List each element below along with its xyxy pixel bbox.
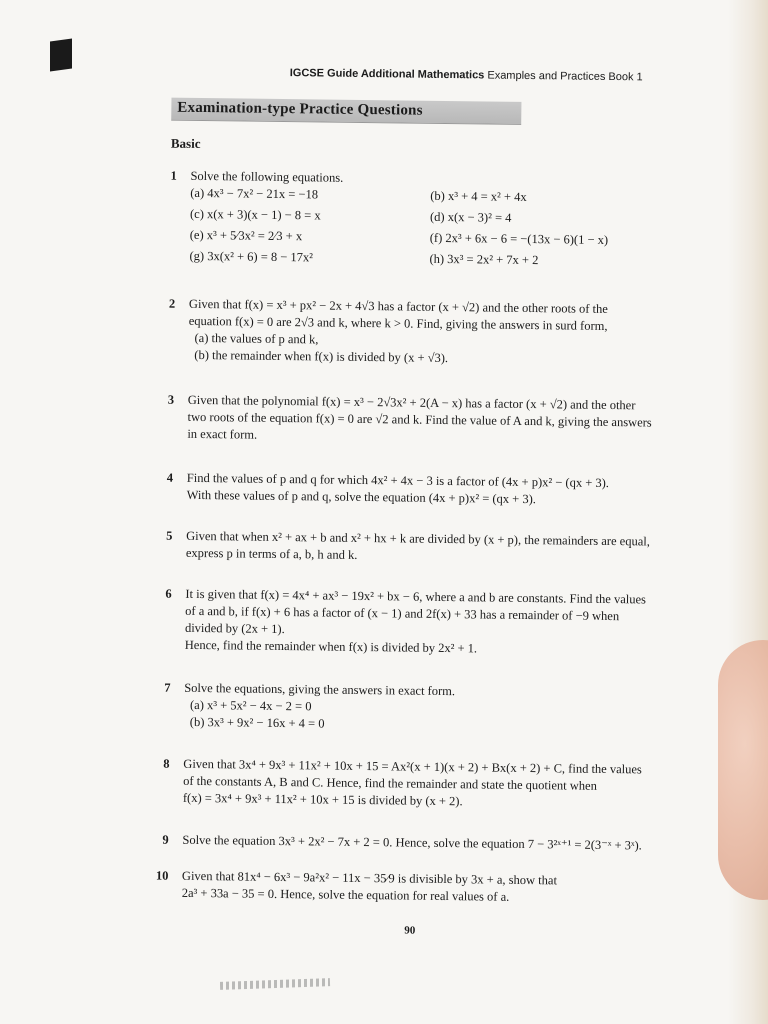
part-d: (d) x(x − 3)² = 4 bbox=[429, 209, 512, 225]
header-book-title: Examples and Practices Book 1 bbox=[484, 69, 643, 84]
question-10 bbox=[156, 868, 557, 907]
part-c: (c) x(x + 3)(x − 1) − 8 = x bbox=[189, 206, 321, 223]
question-subpart: (a) x³ + 5x² − 4x − 2 = 0 bbox=[189, 697, 312, 714]
question-subpart: (a) the values of p and k, bbox=[194, 330, 319, 347]
question-line: Solve the equations, giving the answers in exact form. bbox=[184, 680, 456, 699]
question-8 bbox=[163, 756, 642, 813]
question-number: 1 bbox=[170, 168, 177, 183]
question-line: Given that 3x⁴ + 9x³ + 11x² + 10x + 15 = Ax²(x + 1)(x + 2) + Bx(x + 2) + C, find the values bbox=[183, 756, 642, 777]
page-corner-shadow bbox=[50, 38, 72, 71]
question-line: Given that the polynomial f(x) = x³ − 2√3x² + 2(A − x) has a factor (x + √2) and the other bbox=[187, 392, 636, 413]
question-7 bbox=[164, 680, 455, 735]
question-5 bbox=[166, 528, 650, 568]
question-line: express p in terms of a, b, h and k. bbox=[185, 545, 358, 562]
running-header bbox=[290, 67, 690, 84]
question-line: 2a³ + 33a − 35 = 0. Hence, solve the equation for real values of a. bbox=[181, 885, 510, 904]
header-book-series: IGCSE Guide Additional Mathematics bbox=[289, 67, 485, 82]
question-2 bbox=[168, 296, 608, 369]
question-line: Given that when x² + ax + b and x² + hx + k are divided by (x + p), the remainders are equal, bbox=[186, 528, 650, 549]
question-number: 4 bbox=[166, 470, 174, 485]
question-number: 3 bbox=[167, 392, 175, 407]
part-g: (g) 3x(x² + 6) = 8 − 17x² bbox=[189, 248, 314, 265]
question-line: f(x) = 3x⁴ + 9x³ + 11x² + 10x + 15 is divided by (x + 2). bbox=[182, 790, 463, 809]
question-6 bbox=[165, 586, 646, 660]
question-9 bbox=[162, 832, 642, 855]
bottom-scribble bbox=[220, 978, 330, 990]
finger-shadow bbox=[718, 640, 768, 900]
question-4 bbox=[167, 470, 610, 509]
page-number: 90 bbox=[404, 924, 416, 937]
section-banner bbox=[171, 98, 521, 125]
question-line: of the constants A, B and C. Hence, find the remainder and state the quotient when bbox=[183, 773, 597, 793]
question-line: Solve the equation 3x³ + 2x² − 7x + 2 = 0. Hence, solve the equation 7 − 3²ˣ⁺¹ = 2(3⁻ˣ + 3ˣ). bbox=[182, 832, 642, 853]
question-line: Find the values of p and q for which 4x² + 4x − 3 is a factor of (4x + p)x² − (qx + 3). bbox=[186, 470, 610, 491]
question-line: With these values of p and q, solve the equation (4x + p)x² = (qx + 3). bbox=[186, 487, 537, 507]
difficulty-level: Basic bbox=[170, 135, 201, 151]
question-number: 8 bbox=[163, 756, 170, 771]
part-e: (e) x³ + 5⁄3x² = 2⁄3 + x bbox=[189, 227, 303, 244]
question-parts bbox=[189, 185, 710, 275]
question-line: of a and b, if f(x) + 6 has a factor of (x − 1) and 2f(x) + 33 has a remainder of −9 when bbox=[185, 603, 620, 624]
question-line: divided by (2x + 1). bbox=[184, 620, 285, 637]
question-line: Given that f(x) = x³ + px² − 2x + 4√3 has a factor (x + √2) and the other roots of the bbox=[188, 296, 608, 316]
part-h: (h) 3x³ = 2x² + 7x + 2 bbox=[429, 251, 539, 268]
question-line: Given that 81x⁴ − 6x³ − 9a²x² − 11x − 35⁄9 is divisible by 3x + a, show that bbox=[181, 868, 558, 888]
question-subpart: (b) the remainder when f(x) is divided by (x + √3). bbox=[194, 347, 449, 366]
question-3 bbox=[167, 392, 652, 449]
question-number: 2 bbox=[168, 296, 176, 311]
question-line: Hence, find the remainder when f(x) is divided by 2x² + 1. bbox=[184, 637, 478, 656]
part-a: (a) 4x³ − 7x² − 21x = −18 bbox=[190, 185, 319, 202]
question-number: 5 bbox=[166, 528, 173, 543]
question-subpart: (b) 3x³ + 9x² − 16x + 4 = 0 bbox=[189, 714, 325, 731]
textbook-page bbox=[109, 55, 695, 962]
question-1 bbox=[169, 168, 710, 276]
question-line: two roots of the equation f(x) = 0 are √2 and k. Find the value of A and k, giving the answers bbox=[187, 409, 652, 430]
part-b: (b) x³ + 4 = x² + 4x bbox=[430, 188, 527, 204]
question-line: in exact form. bbox=[187, 426, 258, 442]
question-number: 6 bbox=[165, 586, 172, 601]
part-f: (f) 2x³ + 6x − 6 = −(13x − 6)(1 − x) bbox=[429, 230, 609, 247]
question-line: It is given that f(x) = 4x⁴ + ax³ − 19x² + bx − 6, where a and b are constants. Find the values bbox=[185, 586, 647, 607]
question-number: 7 bbox=[164, 680, 171, 695]
section-title: Examination-type Practice Questions bbox=[177, 99, 423, 119]
question-line: equation f(x) = 0 are 2√3 and k, where k > 0. Find, giving the answers in surd form, bbox=[188, 313, 608, 333]
question-number: 9 bbox=[162, 832, 169, 847]
question-number: 10 bbox=[155, 868, 169, 883]
question-intro: Solve the following equations. bbox=[190, 168, 344, 185]
